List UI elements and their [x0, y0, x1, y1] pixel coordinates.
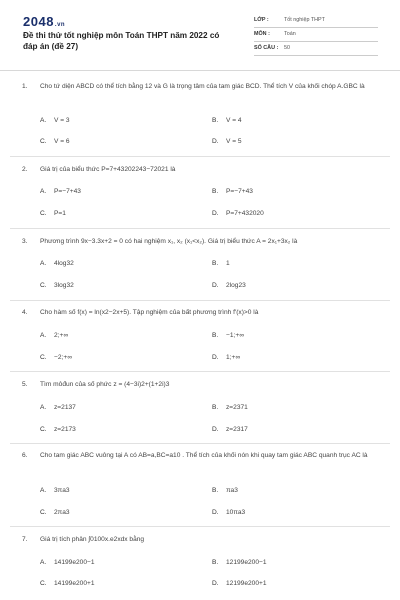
option-letter: C.: [40, 580, 47, 587]
question-text: Giá trị tích phân ∫0100x.e2xdx bằng: [40, 536, 145, 543]
answer-option[interactable]: [212, 426, 248, 433]
option-text: 12199e200−1: [226, 559, 267, 566]
answer-option[interactable]: [40, 117, 70, 124]
option-text: V = 3: [54, 117, 70, 124]
option-text: 12199e200+1: [226, 580, 267, 587]
question-stem: [22, 451, 378, 461]
meta-row-class: [254, 14, 378, 28]
option-text: 14199e200+1: [54, 580, 95, 587]
question-divider: [10, 443, 390, 444]
meta-value: Toán: [284, 31, 296, 37]
question-text: Tìm môđun của số phức z = (4−3i)2+(1+2i)3: [40, 381, 170, 388]
page-header: [0, 0, 400, 68]
option-letter: D.: [212, 426, 219, 433]
option-letter: A.: [40, 260, 47, 267]
answer-option[interactable]: [212, 509, 245, 516]
option-text: 1: [226, 260, 230, 267]
question-item: [22, 82, 378, 92]
option-text: V = 4: [226, 117, 242, 124]
option-text: P=7+432020: [226, 210, 264, 217]
logo-suffix: .vn: [54, 22, 66, 28]
question-stem: [22, 308, 378, 318]
option-letter: A.: [40, 404, 47, 411]
header-divider: [0, 70, 400, 71]
answer-option[interactable]: [40, 210, 66, 217]
option-text: 3πa3: [54, 487, 70, 494]
option-letter: B.: [212, 487, 219, 494]
question-item: [22, 451, 378, 461]
option-letter: D.: [212, 210, 219, 217]
answer-option[interactable]: [212, 487, 238, 494]
option-letter: A.: [40, 332, 47, 339]
option-letter: C.: [40, 426, 47, 433]
question-text: Phương trình 9x−3.3x+2 = 0 có hai nghiệm x₁, x₂ (x₁<x₂). Giá trị biểu thức A = 2x₁+3x₂ là: [40, 238, 298, 245]
option-text: 14199e200−1: [54, 559, 95, 566]
option-text: z=2137: [54, 404, 76, 411]
question-text: Cho hàm số f(x) = ln(x2−2x+5). Tập nghiệm của bất phương trình f′(x)>0 là: [40, 309, 259, 316]
option-letter: A.: [40, 117, 47, 124]
option-letter: D.: [212, 282, 219, 289]
option-letter: B.: [212, 260, 219, 267]
answer-option[interactable]: [212, 260, 230, 267]
option-letter: D.: [212, 138, 219, 145]
answer-option[interactable]: [212, 210, 264, 217]
meta-value: Tốt nghiệp THPT: [284, 17, 325, 23]
option-letter: A.: [40, 559, 47, 566]
option-letter: D.: [212, 580, 219, 587]
question-divider: [10, 371, 390, 372]
question-divider: [10, 526, 390, 527]
meta-row-subject: [254, 28, 378, 42]
option-letter: B.: [212, 188, 219, 195]
option-letter: B.: [212, 559, 219, 566]
option-letter: C.: [40, 138, 47, 145]
option-letter: C.: [40, 509, 47, 516]
question-item: [22, 535, 378, 545]
question-number: 5.: [22, 381, 28, 388]
option-letter: B.: [212, 404, 219, 411]
option-letter: B.: [212, 332, 219, 339]
answer-option[interactable]: [212, 332, 244, 339]
answer-option[interactable]: [212, 138, 242, 145]
question-stem: [22, 535, 378, 545]
question-text: Cho tam giác ABC vuông tại A có AB=a,BC=a10 . Thể tích của khối nón khi quay tam giác ABC quanh trục AC là: [40, 452, 368, 459]
document-title: Đề thi thử tốt nghiệp môn Toán THPT năm 2022 có đáp án (đề 27): [23, 31, 220, 51]
answer-option[interactable]: [40, 426, 76, 433]
question-divider: [10, 156, 390, 157]
option-text: 1;+∞: [226, 354, 241, 361]
option-text: −1;+∞: [226, 332, 244, 339]
option-letter: C.: [40, 282, 47, 289]
option-letter: A.: [40, 188, 47, 195]
answer-option[interactable]: [212, 354, 240, 361]
answer-option[interactable]: [212, 188, 253, 195]
site-logo[interactable]: [23, 14, 65, 29]
option-text: z=2173: [54, 426, 76, 433]
meta-value: 50: [284, 45, 290, 51]
answer-option[interactable]: [40, 404, 76, 411]
option-text: P=−7+43: [226, 188, 253, 195]
question-number: 6.: [22, 452, 28, 459]
answer-option[interactable]: [40, 559, 95, 566]
option-text: z=2371: [226, 404, 248, 411]
option-text: V = 6: [54, 138, 70, 145]
question-item: [22, 165, 378, 175]
option-text: z=2317: [226, 426, 248, 433]
meta-row-question-count: [254, 42, 378, 56]
option-text: 4log32: [54, 260, 74, 267]
question-number: 4.: [22, 309, 28, 316]
logo-text: 2048: [23, 14, 54, 29]
option-text: 2log23: [226, 282, 246, 289]
meta-key: LỚP :: [254, 17, 269, 23]
answer-option[interactable]: [40, 138, 70, 145]
option-text: 2πa3: [54, 509, 70, 516]
question-number: 2.: [22, 166, 28, 173]
question-stem: [22, 237, 378, 247]
answer-option[interactable]: [212, 580, 267, 587]
option-letter: C.: [40, 210, 47, 217]
answer-option[interactable]: [40, 487, 70, 494]
meta-key: SỐ CÂU :: [254, 45, 279, 51]
option-letter: C.: [40, 354, 47, 361]
option-letter: D.: [212, 509, 219, 516]
question-stem: [22, 380, 378, 390]
answer-option[interactable]: [40, 188, 81, 195]
question-text: Giá trị của biểu thức P=7+43202243−72021 là: [40, 166, 176, 173]
question-stem: [22, 82, 378, 92]
answer-option[interactable]: [212, 282, 246, 289]
option-letter: B.: [212, 117, 219, 124]
option-text: V = 5: [226, 138, 242, 145]
answer-option[interactable]: [40, 509, 70, 516]
exam-meta: [254, 14, 378, 56]
answer-option[interactable]: [40, 282, 74, 289]
option-text: 2;+∞: [54, 332, 69, 339]
question-item: [22, 308, 378, 318]
answer-option[interactable]: [212, 559, 267, 566]
answer-option[interactable]: [40, 354, 72, 361]
answer-option[interactable]: [212, 404, 248, 411]
question-item: [22, 237, 378, 247]
option-text: 3log32: [54, 282, 74, 289]
option-text: 10πa3: [226, 509, 246, 516]
question-item: [22, 380, 378, 390]
question-number: 3.: [22, 238, 28, 245]
option-letter: D.: [212, 354, 219, 361]
option-letter: A.: [40, 487, 47, 494]
question-stem: [22, 165, 378, 175]
answer-option[interactable]: [40, 332, 68, 339]
option-text: P=1: [54, 210, 66, 217]
answer-option[interactable]: [212, 117, 242, 124]
option-text: πa3: [226, 487, 238, 494]
answer-option[interactable]: [40, 260, 74, 267]
question-number: 7.: [22, 536, 28, 543]
option-text: −2;+∞: [54, 354, 72, 361]
question-text: Cho tứ diện ABCD có thể tích bằng 12 và G là trọng tâm của tam giác BCD. Thể tích V của khối chóp A.GBC là: [40, 83, 365, 90]
answer-option[interactable]: [40, 580, 95, 587]
meta-key: MÔN :: [254, 31, 270, 37]
question-divider: [10, 300, 390, 301]
question-divider: [10, 228, 390, 229]
option-text: P=−7+43: [54, 188, 81, 195]
question-number: 1.: [22, 83, 28, 90]
